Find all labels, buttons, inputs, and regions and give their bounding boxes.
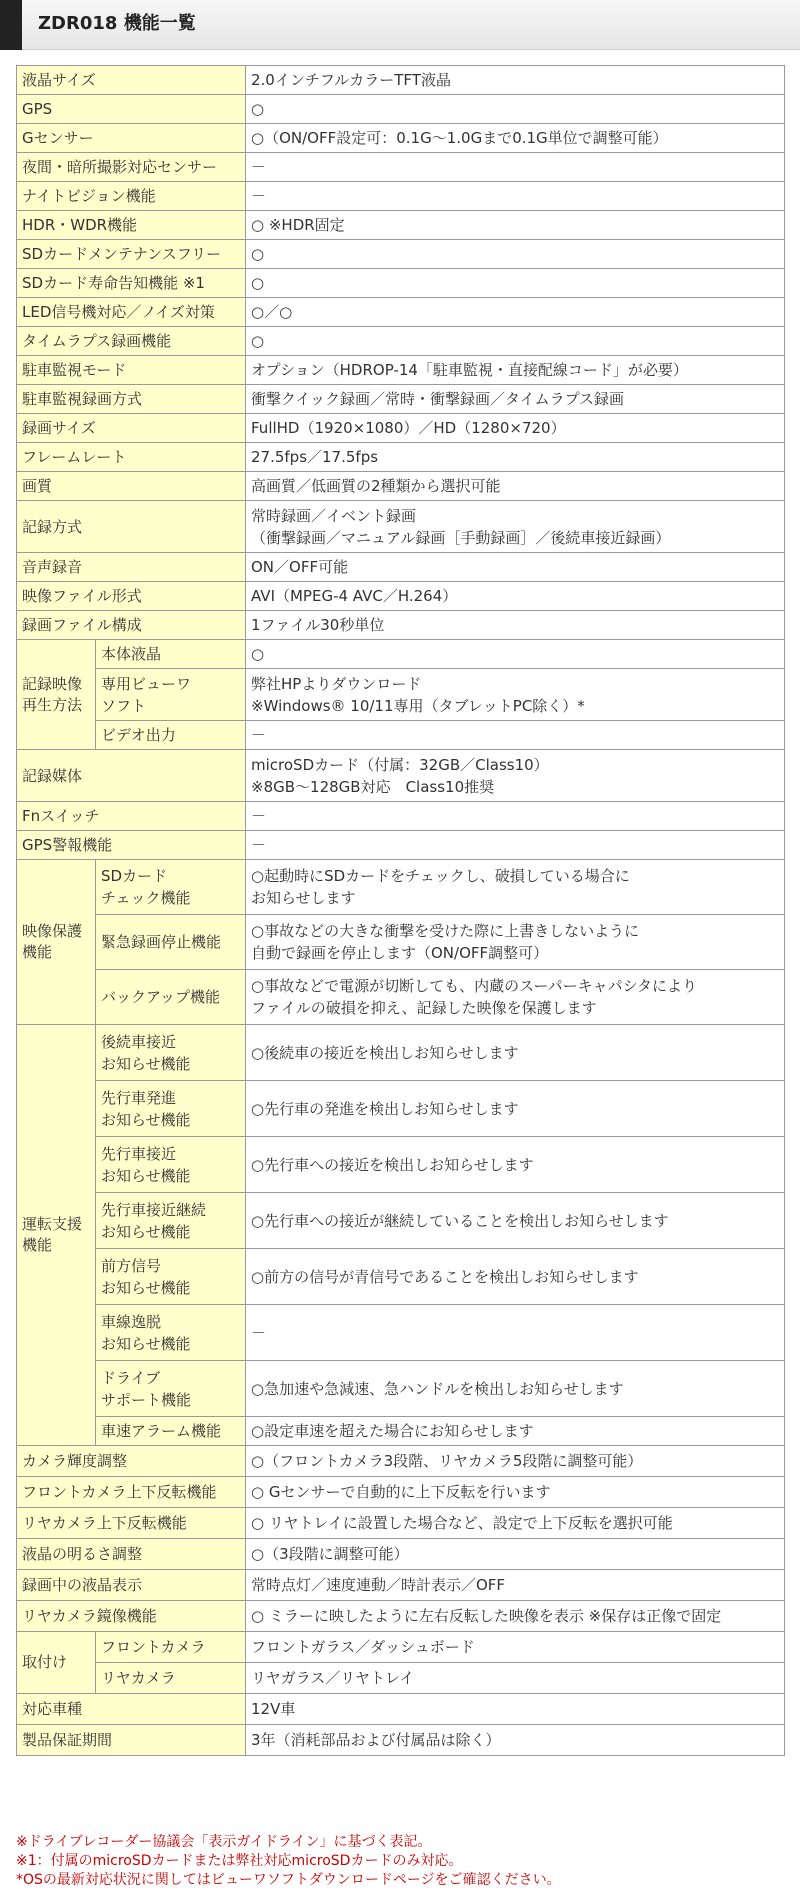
table-row — [17, 1305, 785, 1361]
spec-label: LED信号機対応／ノイズ対策 — [17, 298, 246, 327]
spec-value: ○先行車の発進を検出しお知らせします — [246, 1081, 785, 1137]
spec-label: タイムラプス録画機能 — [17, 327, 246, 356]
spec-value: microSDカード（付属：32GB／Class10） ※8GB～128GB対応 Class10推奨 — [246, 750, 785, 802]
table-row — [17, 802, 785, 831]
spec-label: リヤカメラ上下反転機能 — [17, 1508, 246, 1539]
spec-value: ○先行車への接近を検出しお知らせします — [246, 1137, 785, 1193]
spec-label: 画質 — [17, 472, 246, 501]
spec-sublabel: フロントカメラ — [96, 1632, 246, 1663]
spec-value: ○設定車速を超えた場合にお知らせします — [246, 1417, 785, 1446]
spec-value: 3年（消耗部品および付属品は除く） — [246, 1725, 785, 1756]
table-row — [17, 1477, 785, 1508]
spec-label: 記録媒体 — [17, 750, 246, 802]
spec-value: 12V車 — [246, 1694, 785, 1725]
spec-value: ○起動時にSDカードをチェックし、破損している場合に お知らせします — [246, 860, 785, 915]
table-row — [17, 269, 785, 298]
spec-value: 高画質／低画質の2種類から選択可能 — [246, 472, 785, 501]
table-row — [17, 1417, 785, 1446]
spec-value: オプション（HDROP-14「駐車監視・直接配線コード」が必要） — [246, 356, 785, 385]
spec-sublabel: 先行車発進 お知らせ機能 — [96, 1081, 246, 1137]
spec-value: フロントガラス／ダッシュボード — [246, 1632, 785, 1663]
spec-label: GPS警報機能 — [17, 831, 246, 860]
spec-value: ○（ON/OFF設定可：0.1G～1.0Gまで0.1G単位で調整可能） — [246, 124, 785, 153]
spec-value: ○後続車の接近を検出しお知らせします — [246, 1025, 785, 1081]
table-row — [17, 1632, 785, 1663]
spec-label: SDカードメンテナンスフリー — [17, 240, 246, 269]
spec-value: 衝撃クイック録画／常時・衝撃録画／タイムラプス録画 — [246, 385, 785, 414]
spec-label: 記録方式 — [17, 501, 246, 553]
spec-value: 2.0インチフルカラーTFT液晶 — [246, 66, 785, 95]
spec-label: 録画サイズ — [17, 414, 246, 443]
spec-group-label: 映像保護 機能 — [17, 860, 96, 1025]
spec-sublabel: 前方信号 お知らせ機能 — [96, 1249, 246, 1305]
spec-value: ○ ミラーに映したように左右反転した映像を表示 ※保存は正像で固定 — [246, 1601, 785, 1632]
table-row — [17, 356, 785, 385]
footnote: *OSの最新対応状況に関してはビューワソフトダウンロードページをご確認ください。 — [16, 1872, 561, 1888]
table-row — [17, 831, 785, 860]
spec-group-label: 運転支援 機能 — [17, 1025, 96, 1446]
table-row — [17, 298, 785, 327]
table-row — [17, 860, 785, 915]
spec-value: ○（フロントカメラ3段階、リヤカメラ5段階に調整可能） — [246, 1446, 785, 1477]
spec-value: ○ Gセンサーで自動的に上下反転を行います — [246, 1477, 785, 1508]
spec-label: フロントカメラ上下反転機能 — [17, 1477, 246, 1508]
spec-sublabel: ドライブ サポート機能 — [96, 1361, 246, 1417]
table-row — [17, 1663, 785, 1694]
table-row — [17, 385, 785, 414]
spec-value: 1ファイル30秒単位 — [246, 611, 785, 640]
spec-label: Gセンサー — [17, 124, 246, 153]
spec-table — [16, 65, 785, 1756]
table-row — [17, 915, 785, 970]
table-row — [17, 1446, 785, 1477]
table-row — [17, 501, 785, 553]
spec-sublabel: 後続車接近 お知らせ機能 — [96, 1025, 246, 1081]
spec-label: GPS — [17, 95, 246, 124]
spec-value: ○事故などで電源が切断しても、内蔵のスーパーキャパシタにより ファイルの破損を抑え、記録した映像を保護します — [246, 970, 785, 1025]
spec-sublabel: 車速アラーム機能 — [96, 1417, 246, 1446]
footnote: ※1：付属のmicroSDカードまたは弊社対応microSDカードのみ対応。 — [16, 1853, 463, 1869]
spec-sublabel: SDカード チェック機能 — [96, 860, 246, 915]
table-row — [17, 970, 785, 1025]
spec-label: 駐車監視録画方式 — [17, 385, 246, 414]
table-row — [17, 1508, 785, 1539]
spec-sublabel: 先行車接近 お知らせ機能 — [96, 1137, 246, 1193]
spec-value: － — [246, 1305, 785, 1361]
spec-label: HDR・WDR機能 — [17, 211, 246, 240]
spec-label: フレームレート — [17, 443, 246, 472]
spec-label: リヤカメラ鏡像機能 — [17, 1601, 246, 1632]
table-row — [17, 640, 785, 669]
table-row — [17, 669, 785, 721]
table-row — [17, 1249, 785, 1305]
table-row — [17, 124, 785, 153]
table-row — [17, 1025, 785, 1081]
spec-label: 録画ファイル構成 — [17, 611, 246, 640]
spec-label: 製品保証期間 — [17, 1725, 246, 1756]
spec-value: ○前方の信号が青信号であることを検出しお知らせします — [246, 1249, 785, 1305]
table-row — [17, 240, 785, 269]
spec-sublabel: 車線逸脱 お知らせ機能 — [96, 1305, 246, 1361]
spec-sublabel: 専用ビューワ ソフト — [96, 669, 246, 721]
page-header — [0, 0, 800, 50]
spec-value: ○ — [246, 640, 785, 669]
table-row — [17, 1361, 785, 1417]
spec-group-label: 記録映像 再生方法 — [17, 640, 96, 750]
spec-value: － — [246, 831, 785, 860]
header-accent-bar — [0, 0, 22, 50]
spec-value: ○ リヤトレイに設置した場合など、設定で上下反転を選択可能 — [246, 1508, 785, 1539]
table-row — [17, 721, 785, 750]
table-row — [17, 1601, 785, 1632]
spec-label: カメラ輝度調整 — [17, 1446, 246, 1477]
spec-label: SDカード寿命告知機能 ※1 — [17, 269, 246, 298]
spec-label: 対応車種 — [17, 1694, 246, 1725]
spec-value: ○先行車への接近が継続していることを検出しお知らせします — [246, 1193, 785, 1249]
table-row — [17, 1570, 785, 1601]
spec-label: 駐車監視モード — [17, 356, 246, 385]
table-row — [17, 582, 785, 611]
spec-value: ON／OFF可能 — [246, 553, 785, 582]
page-title: ZDR018 機能一覧 — [38, 13, 196, 34]
table-row — [17, 1081, 785, 1137]
spec-value: － — [246, 721, 785, 750]
spec-label: 録画中の液晶表示 — [17, 1570, 246, 1601]
spec-sublabel: 緊急録画停止機能 — [96, 915, 246, 970]
spec-label: 夜間・暗所撮影対応センサー — [17, 153, 246, 182]
spec-label: Fnスイッチ — [17, 802, 246, 831]
spec-value: 弊社HPよりダウンロード ※Windows® 10/11専用（タブレットPC除く）* — [246, 669, 785, 721]
spec-label: 映像ファイル形式 — [17, 582, 246, 611]
spec-label: 液晶サイズ — [17, 66, 246, 95]
table-row — [17, 211, 785, 240]
spec-value: － — [246, 182, 785, 211]
spec-value: ○／○ — [246, 298, 785, 327]
spec-sublabel: 先行車接近継続 お知らせ機能 — [96, 1193, 246, 1249]
spec-value: ○急加速や急減速、急ハンドルを検出しお知らせします — [246, 1361, 785, 1417]
spec-sublabel: バックアップ機能 — [96, 970, 246, 1025]
spec-value: FullHD（1920×1080）／HD（1280×720） — [246, 414, 785, 443]
spec-value: ○ — [246, 95, 785, 124]
spec-value: ○ — [246, 269, 785, 298]
table-row — [17, 66, 785, 95]
spec-value: 27.5fps／17.5fps — [246, 443, 785, 472]
spec-value: ○ — [246, 327, 785, 356]
spec-sublabel: リヤカメラ — [96, 1663, 246, 1694]
table-row — [17, 1539, 785, 1570]
table-row — [17, 1137, 785, 1193]
table-row — [17, 327, 785, 356]
spec-value: ○ — [246, 240, 785, 269]
table-row — [17, 611, 785, 640]
table-row — [17, 153, 785, 182]
spec-value: ○事故などの大きな衝撃を受けた際に上書きしないように 自動で録画を停止します（ON/OFF調整可） — [246, 915, 785, 970]
spec-value: 常時録画／イベント録画 （衝撃録画／マニュアル録画［手動録画］／後続車接近録画） — [246, 501, 785, 553]
table-row — [17, 1694, 785, 1725]
table-row — [17, 443, 785, 472]
table-row — [17, 95, 785, 124]
footnotes — [16, 1833, 786, 1890]
spec-value: ○（3段階に調整可能） — [246, 1539, 785, 1570]
table-row — [17, 472, 785, 501]
spec-group-label: 取付け — [17, 1632, 96, 1694]
spec-sublabel: 本体液晶 — [96, 640, 246, 669]
table-row — [17, 414, 785, 443]
spec-label: 音声録音 — [17, 553, 246, 582]
spec-label: ナイトビジョン機能 — [17, 182, 246, 211]
footnote: ※ドライブレコーダー協議会「表示ガイドライン」に基づく表記。 — [16, 1834, 432, 1850]
spec-value: － — [246, 153, 785, 182]
table-row — [17, 553, 785, 582]
table-row — [17, 750, 785, 802]
table-row — [17, 1725, 785, 1756]
table-row — [17, 182, 785, 211]
spec-value: 常時点灯／速度連動／時計表示／OFF — [246, 1570, 785, 1601]
spec-sublabel: ビデオ出力 — [96, 721, 246, 750]
spec-value: － — [246, 802, 785, 831]
table-row — [17, 1193, 785, 1249]
spec-value: リヤガラス／リヤトレイ — [246, 1663, 785, 1694]
spec-value: AVI（MPEG-4 AVC／H.264） — [246, 582, 785, 611]
spec-value: ○ ※HDR固定 — [246, 211, 785, 240]
spec-label: 液晶の明るさ調整 — [17, 1539, 246, 1570]
